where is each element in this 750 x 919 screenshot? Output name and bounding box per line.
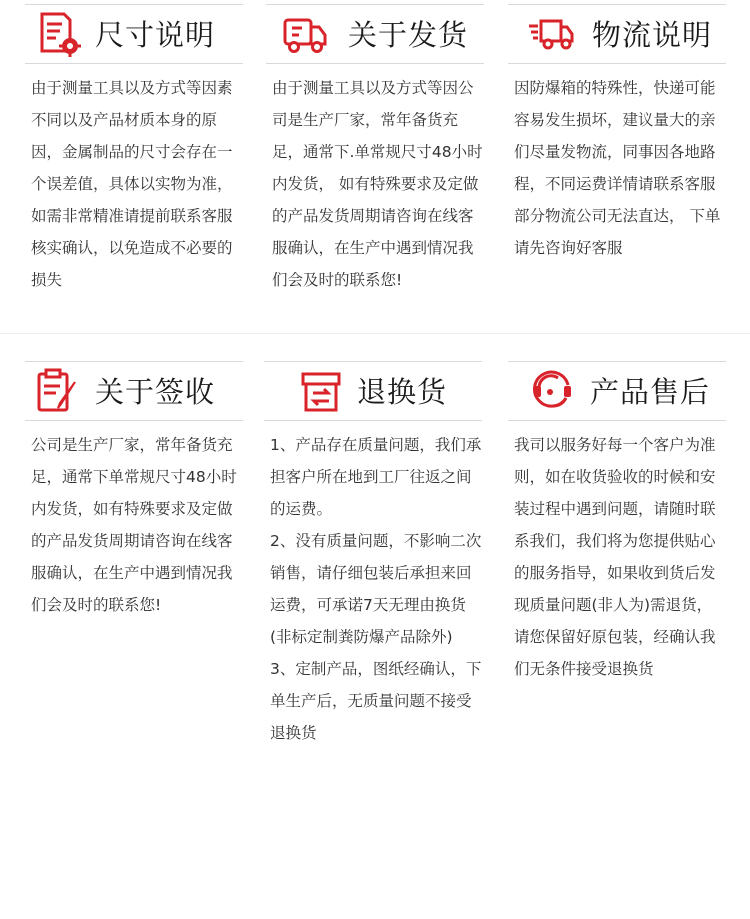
section-title: 产品售后 [590, 375, 711, 409]
section-header [508, 361, 726, 421]
section-title: 关于签收 [95, 375, 216, 409]
section-title: 关于发货 [348, 18, 469, 52]
section-text [264, 429, 482, 749]
fast-truck-icon [528, 11, 574, 57]
section-header [264, 361, 482, 421]
clipboard-sign-icon [34, 368, 80, 414]
section-text: 由于测量工具以及方式等因公司是生产厂家，常年备货充足，通常下.单常规尺寸48小时内发货， 如有特殊要求及定做的产品发货周期请咨询在线客服确认，在生产中遇到情况我们会及时的联系您! [272, 79, 483, 289]
return-rule-2: 2、没有质量问题，不影响二次销售，请仔细包装后承担来回运费，可承诺7天无理由换货(非标定制粪防爆产品除外) [270, 532, 482, 646]
section-title: 尺寸说明 [95, 18, 216, 52]
section-text: 我司以服务好每一个客户为准则，如在收货验收的时候和安装过程中遇到问题，请随时联系我们，我们将为您提供贴心的服务指导，如果收到货后发现质量问题(非人为)需退货，请您保留好原包装，经确认我们无条件接受退换货 [514, 436, 716, 678]
section-text: 由于测量工具以及方式等因素不同以及产品材质本身的原因，金属制品的尺寸会存在一个误差值，具体以实物为准，如需非常精准请提前联系客服核实确认，以免造成不必要的损失 [31, 79, 233, 289]
section-header [25, 4, 243, 64]
document-gear-icon [36, 11, 82, 57]
shipping-section [266, 4, 484, 296]
section-title: 退换货 [357, 375, 448, 409]
delivery-truck-icon [282, 11, 328, 57]
section-title: 物流说明 [592, 18, 713, 52]
after-sales-section [508, 361, 726, 685]
signing-section [25, 361, 243, 621]
section-text: 公司是生产厂家，常年备货充足，通常下单常规尺寸48小时内发货，如有特殊要求及定做的产品发货周期请咨询在线客服确认，在生产中遇到情况我们会及时的联系您! [31, 436, 237, 614]
section-header [266, 4, 484, 64]
size-info-section [25, 4, 243, 296]
section-header [25, 361, 243, 421]
return-box-icon [298, 368, 344, 414]
return-rule-1: 1、产品存在质量问题，我们承担客户所在地到工厂往返之间的运费。 [270, 436, 482, 518]
section-header [508, 4, 726, 64]
customer-service-icon [528, 368, 574, 414]
section-text: 因防爆箱的特殊性，快递可能容易发生损坏，建议量大的亲们尽量发物流，同事因各地路程，不同运费详情请联系客服部分物流公司无法直达， 下单请先咨询好客服 [514, 79, 721, 257]
return-rule-3: 3、定制产品，图纸经确认，下单生产后，无质量问题不接受退换货 [270, 660, 482, 742]
logistics-section [508, 4, 726, 264]
row-divider [0, 333, 750, 334]
returns-section [264, 361, 482, 749]
